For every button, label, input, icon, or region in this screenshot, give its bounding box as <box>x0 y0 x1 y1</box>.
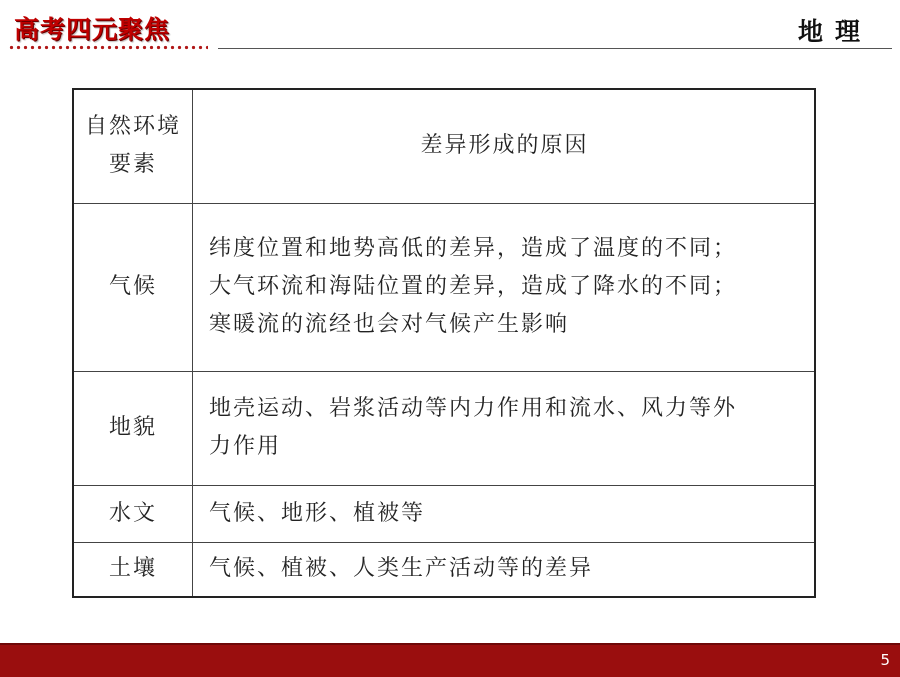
element-cell: 气候 <box>73 203 193 371</box>
table-row <box>73 203 815 371</box>
reason-line: 纬度位置和地势高低的差异，造成了温度的不同； <box>209 236 738 261</box>
cause-table <box>72 88 816 598</box>
header-dotted-rule <box>8 45 208 50</box>
reason-cell <box>193 371 816 485</box>
reason-cell <box>193 203 816 371</box>
reason-line: 气候、植被、人类生产活动等的差异 <box>209 556 594 582</box>
footer-band <box>0 643 900 677</box>
reason-line: 气候、地形、植被等 <box>209 500 426 526</box>
reason-line: 大气环流和海陆位置的差异，造成了降水的不同； <box>209 274 738 299</box>
subject-title: 地理 <box>797 17 872 46</box>
element-cell: 地貌 <box>73 371 193 485</box>
reason-line: 寒暖流的流经也会对气候产生影响 <box>209 312 570 337</box>
element-cell: 水文 <box>73 485 193 542</box>
table-row <box>73 542 815 597</box>
reason-line: 力作用 <box>209 434 282 459</box>
reason-cell <box>193 542 816 597</box>
header-rule <box>218 48 892 49</box>
table-header-row <box>73 89 815 203</box>
header-reason-cell: 差异形成的原因 <box>193 89 816 203</box>
reason-cell <box>193 485 816 542</box>
brand-title: 高考四元聚焦 <box>14 15 171 44</box>
reason-line: 地壳运动、岩浆活动等内力作用和流水、风力等外 <box>209 396 738 421</box>
header-element-cell: 自然环境要素 <box>73 89 193 203</box>
element-cell: 土壤 <box>73 542 193 597</box>
table-row <box>73 371 815 485</box>
page-number: 5 <box>880 651 890 669</box>
table-row <box>73 485 815 542</box>
